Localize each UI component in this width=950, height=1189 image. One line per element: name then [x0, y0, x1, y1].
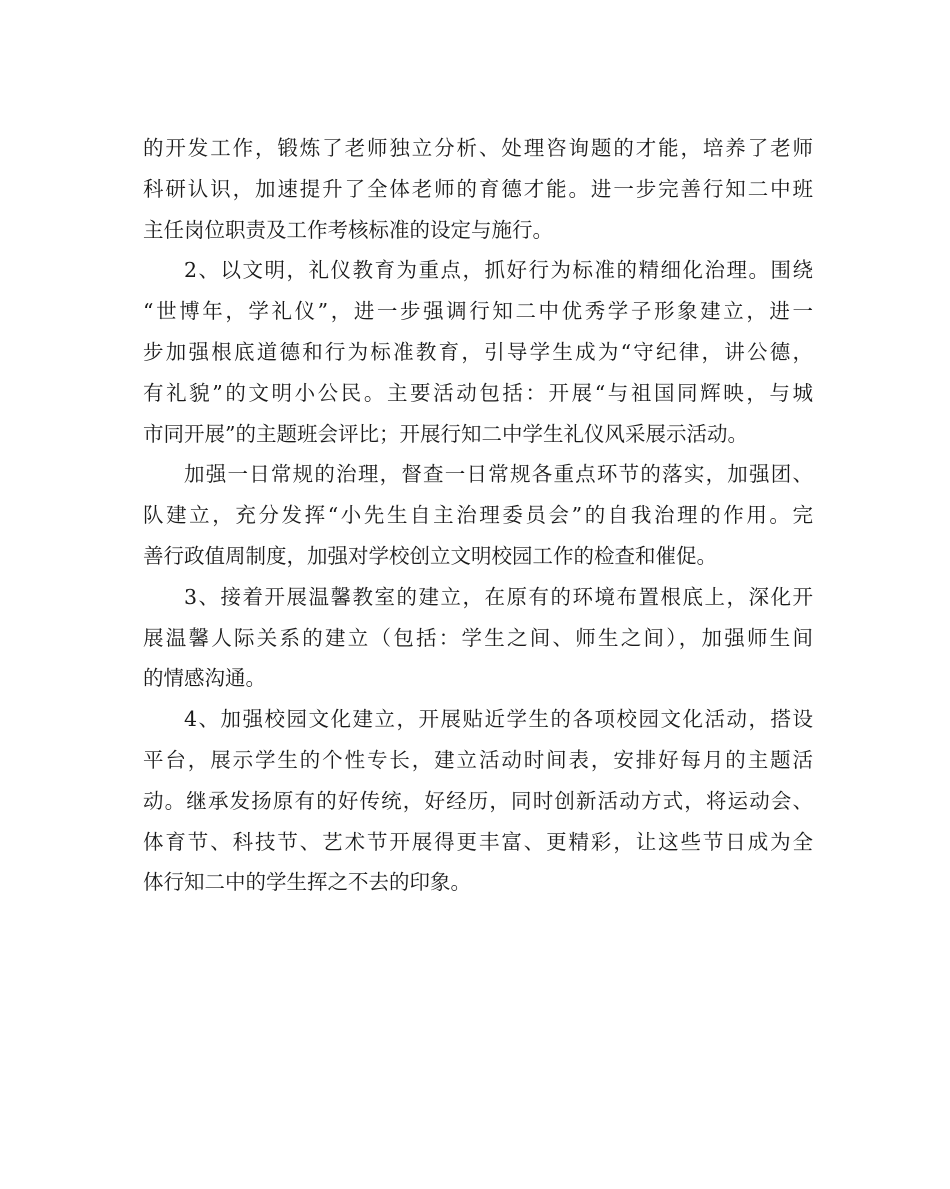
paragraph-line: 4、加强校园文化建立，开展贴近学生的各项校园文化活动，搭设 — [184, 707, 813, 732]
paragraph-line: 市同开展”的主题班会评比；开展行知二中学生礼仪风采展示活动。 — [143, 421, 748, 446]
paragraph-line: 有礼貌”的文明小公民。主要活动包括：开展“与祖国同辉映，与城 — [143, 380, 813, 405]
paragraph-line: 动。继承发扬原有的好传统，好经历，同时创新活动方式，将运动会、 — [143, 788, 813, 813]
paragraph-line: 体行知二中的学生挥之不去的印象。 — [143, 870, 471, 895]
paragraph-line: 加强一日常规的治理，督查一日常规各重点环节的落实，加强团、 — [184, 462, 813, 487]
paragraph-line: 体育节、科技节、艺术节开展得更丰富、更精彩，让这些节日成为全 — [143, 829, 813, 854]
paragraph-line: 队建立，充分发挥“小先生自主治理委员会”的自我治理的作用。完 — [143, 503, 813, 528]
paragraph-line: 的情感沟通。 — [143, 666, 266, 691]
paragraph-line: 平台，展示学生的个性专长，建立活动时间表，安排好每月的主题活 — [143, 747, 813, 772]
paragraph-line: 步加强根底道德和行为标准教育，引导学生成为“守纪律，讲公德， — [143, 339, 813, 364]
paragraph-line: 2、以文明，礼仪教育为重点，抓好行为标准的精细化治理。围绕 — [184, 258, 813, 283]
paragraph-line: 的开发工作，锻炼了老师独立分析、处理咨询题的才能，培养了老师 — [143, 136, 813, 160]
paragraph-line: “世博年，学礼仪”，进一步强调行知二中优秀学子形象建立，进一 — [143, 299, 813, 324]
paragraph-line: 主任岗位职责及工作考核标准的设定与施行。 — [143, 217, 553, 242]
paragraph-line: 展温馨人际关系的建立（包括：学生之间、师生之间），加强师生间 — [143, 625, 813, 650]
paragraph-line: 科研认识，加速提升了全体老师的育德才能。进一步完善行知二中班 — [143, 176, 813, 201]
document-body — [143, 128, 813, 903]
paragraph-line: 善行政值周制度，加强对学校创立文明校园工作的检查和催促。 — [143, 543, 717, 568]
paragraph-line: 3、接着开展温馨教室的建立，在原有的环境布置根底上，深化开 — [184, 584, 813, 609]
